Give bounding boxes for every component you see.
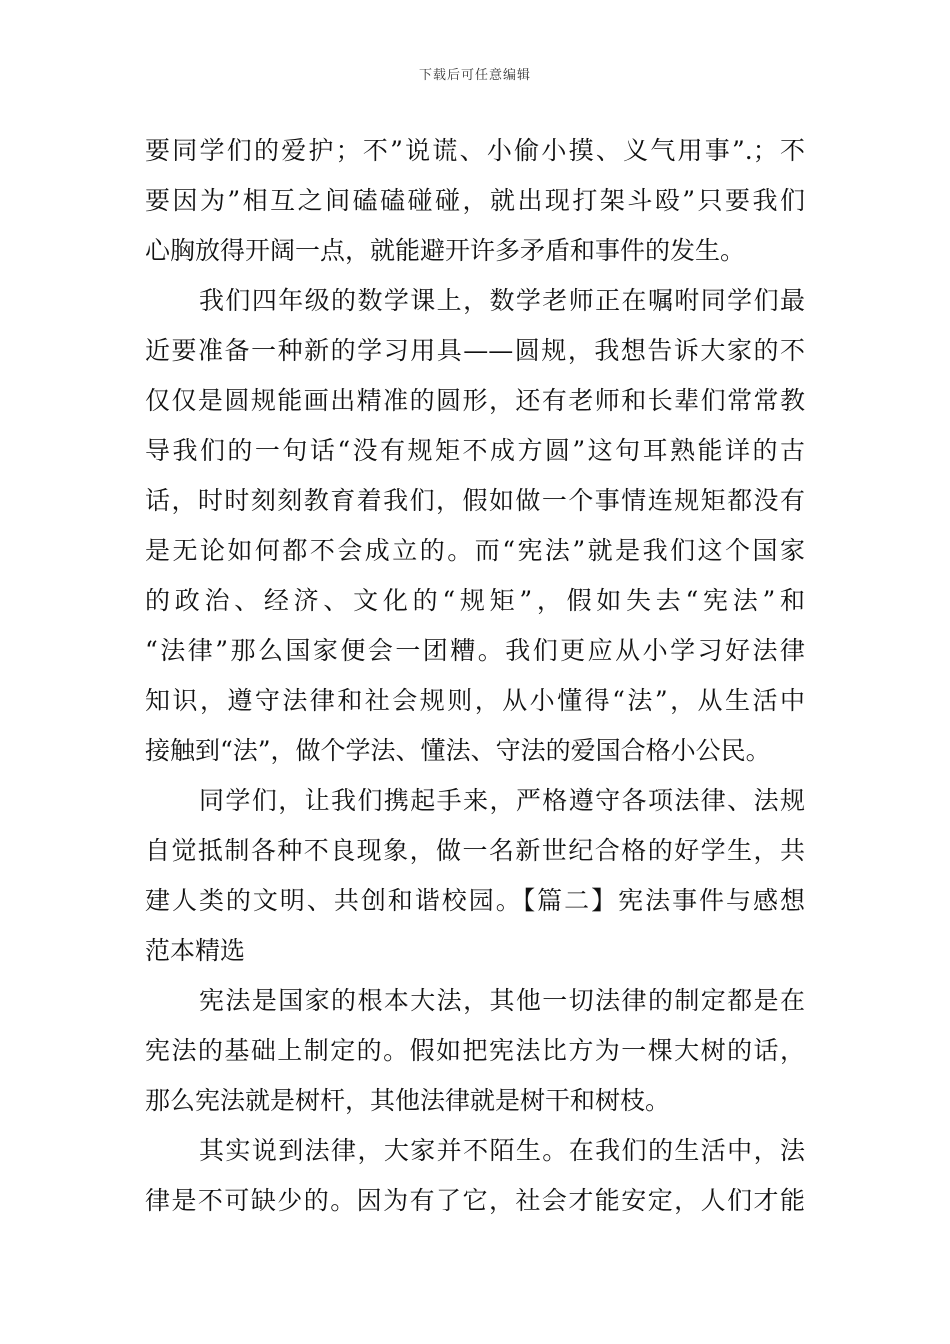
text-line: 律是不可缺少的。因为有了它，社会才能安定，人们才能: [145, 1186, 805, 1215]
text-line: 近要准备一种新的学习用具——圆规，我想告诉大家的不: [145, 336, 805, 365]
text-line: 仅仅是圆规能画出精准的圆形，还有老师和长辈们常常教: [145, 386, 805, 415]
text-line: 自觉抵制各种不良现象，做一名新世纪合格的好学生，共: [145, 836, 805, 865]
text-line: 我们四年级的数学课上，数学老师正在嘱咐同学们最: [199, 286, 805, 315]
text-line: 知识，遵守法律和社会规则，从小懂得“法”，从生活中: [145, 686, 805, 715]
text-line: 建人类的文明、共创和谐校园。【篇二】宪法事件与感想: [145, 886, 805, 915]
text-line: 要因为”相互之间磕磕碰碰，就出现打架斗殴”只要我们: [145, 186, 805, 215]
page-header: 下载后可任意编辑: [418, 68, 531, 83]
text-line: 那么宪法就是树杆，其他法律就是树干和树枝。: [145, 1086, 671, 1115]
text-line: 是无论如何都不会成立的。而“宪法”就是我们这个国家: [145, 536, 805, 565]
text-line: 心胸放得开阔一点，就能避开许多矛盾和事件的发生。: [145, 236, 746, 265]
text-line: 要同学们的爱护；不”说谎、小偷小摸、义气用事”.；不: [145, 136, 805, 165]
text-line: 导我们的一句话“没有规矩不成方圆”这句耳熟能详的古: [145, 436, 805, 465]
text-line: 话，时时刻刻教育着我们，假如做一个事情连规矩都没有: [145, 486, 805, 515]
text-line: 同学们，让我们携起手来，严格遵守各项法律、法规: [199, 786, 805, 815]
text-line: “法律”那么国家便会一团糟。我们更应从小学习好法律: [145, 636, 805, 665]
text-line: 范本精选: [145, 936, 246, 965]
text-line: 的政治、经济、文化的“规矩”，假如失去“宪法”和: [145, 586, 805, 615]
text-line: 宪法是国家的根本大法，其他一切法律的制定都是在: [199, 986, 805, 1015]
text-line: 其实说到法律，大家并不陌生。在我们的生活中，法: [199, 1136, 805, 1165]
document-body: [145, 126, 805, 1226]
text-line: 接触到“法”，做个学法、懂法、守法的爱国合格小公民。: [145, 736, 771, 765]
text-line: 宪法的基础上制定的。假如把宪法比方为一棵大树的话，: [145, 1036, 805, 1065]
